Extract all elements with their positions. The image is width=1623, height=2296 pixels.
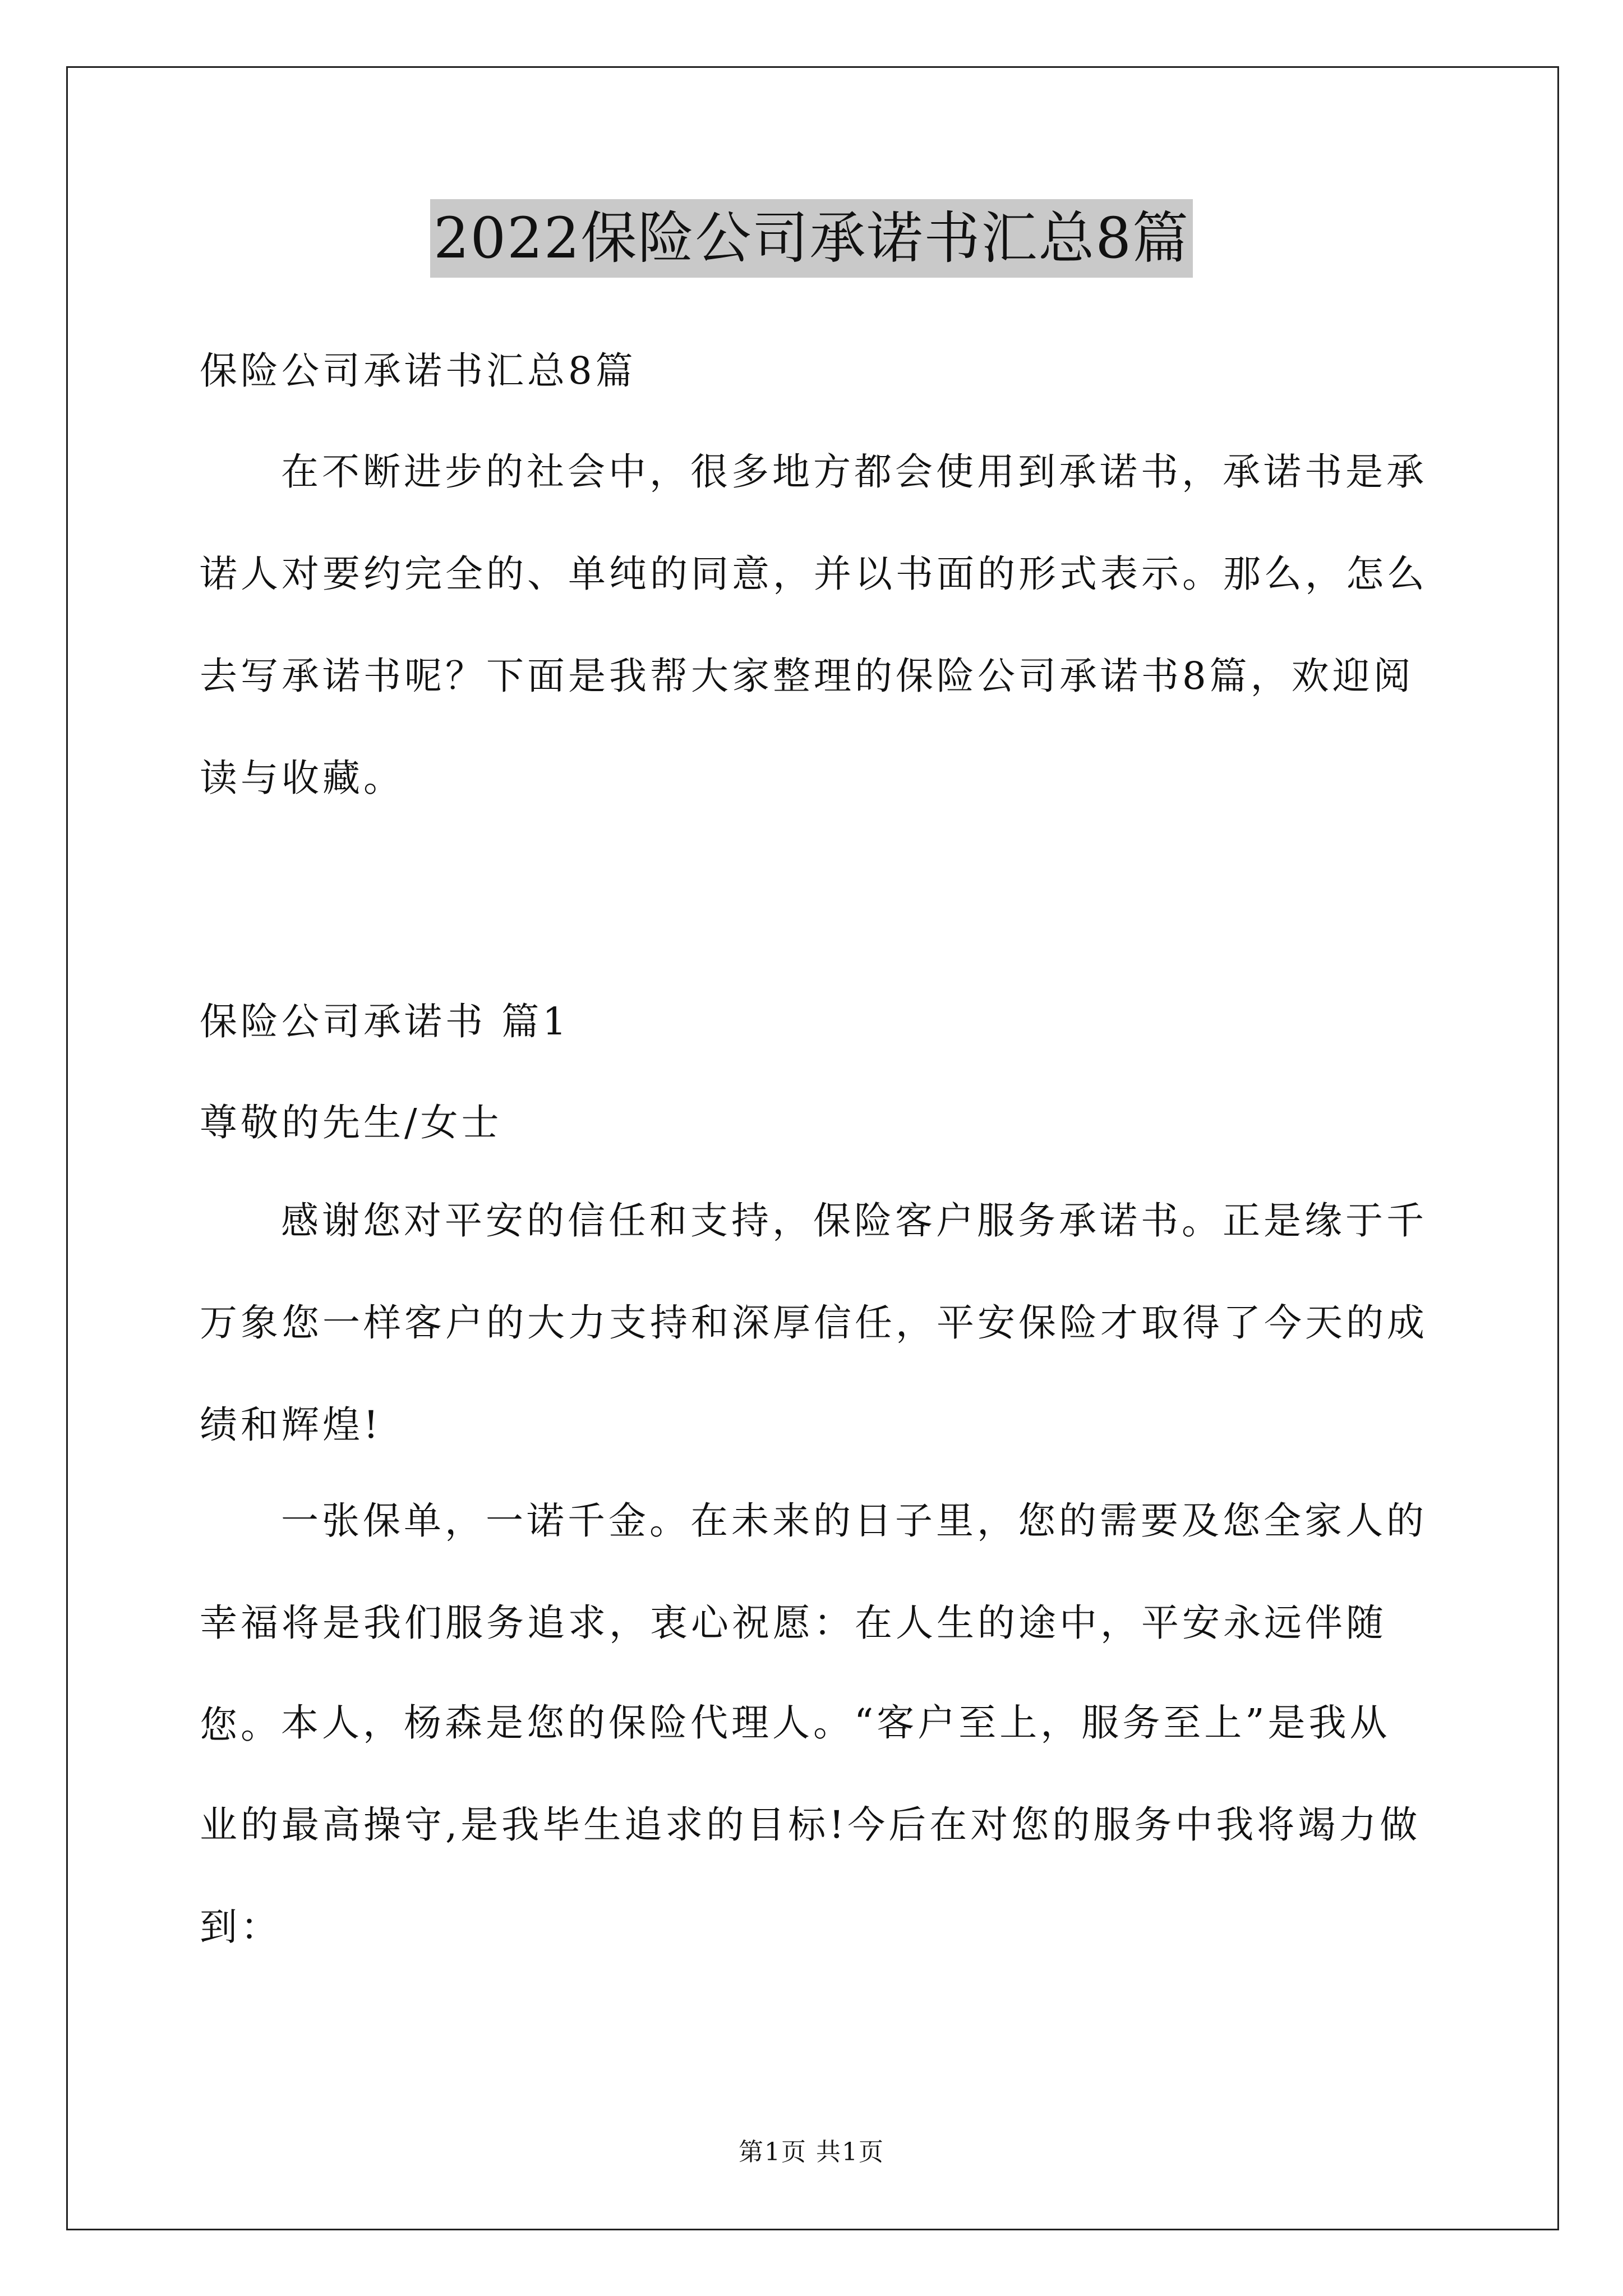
document-title: 2022保险公司承诺书汇总8篇 [430,199,1193,278]
salutation: 尊敬的先生/女士 [200,1101,502,1144]
title-container [0,199,1623,278]
page-footer: 第1页 共1页 [739,2138,884,2166]
section-heading: 保险公司承诺书 篇1 [200,1000,570,1043]
body-paragraph-1: 感谢您对平安的信任和支持，保险客户服务承诺书。正是缘于千万象您一样客户的大力支持和深厚信任，平安保险才取得了今天的成绩和辉煌! [200,1199,1428,1447]
body-paragraph-2: 一张保单，一诺千金。在未来的日子里，您的需要及您全家人的幸福将是我们服务追求，衷心祝愿：在人生的途中，平安永远伴随您。 [200,1499,1427,1747]
body-paragraph-3: 本人，杨森是您的保险代理人。“客户至上，服务至上”是我从业的最高操守,是我毕生追求的目标!今后在对您的服务中我将竭力做到： [200,1701,1421,1949]
document-subtitle: 保险公司承诺书汇总8篇 [200,349,637,393]
intro-paragraph: 在不断进步的社会中，很多地方都会使用到承诺书，承诺书是承诺人对要约完全的、单纯的同意，并以书面的形式表示。那么，怎么去写承诺书呢？下面是我帮大家整理的保险公司承诺书8篇，欢迎阅读与收藏。 [200,450,1428,800]
